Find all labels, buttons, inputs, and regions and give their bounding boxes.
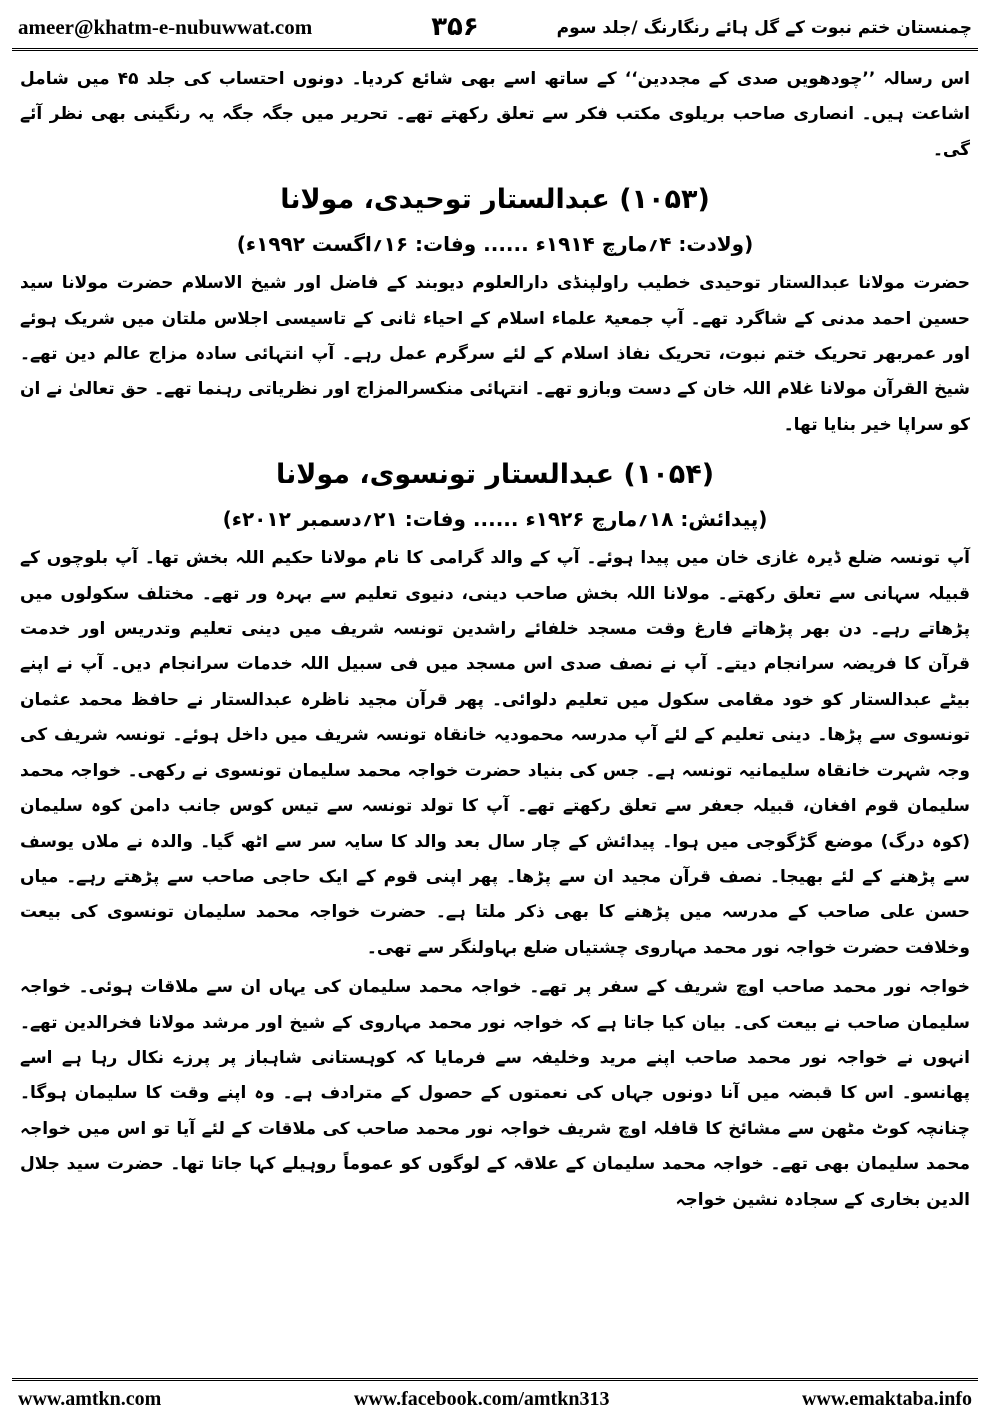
footer-link-amtkn[interactable]: www.amtkn.com	[18, 1387, 162, 1410]
entry-1053-heading: (۱۰۵۳) عبدالستار توحیدی، مولانا	[280, 184, 710, 216]
footer-rule	[12, 1378, 978, 1381]
footer-link-emaktaba[interactable]: www.emaktaba.info	[801, 1387, 972, 1410]
footer-link-facebook[interactable]: www.facebook.com/amtkn313	[353, 1387, 610, 1410]
entry-1054-dates: (پیدائش: ۱۸؍مارچ ۱۹۲۶ء ...... وفات: ۲۱؍دسمبر ۲۰۱۲ء)	[222, 507, 768, 532]
header-email: ameer@khatm-e-nubuwwat.com	[18, 14, 313, 39]
entry-1053-paragraph: حضرت مولانا عبدالستار توحیدی خطیب راولپنڈی دارالعلوم دیوبند کے فاضل اور شیخ الاسلام حضرت مولانا سید حسین احمد مدنی کے شاگرد تھے۔ آپ جمعیۃ علماء اسلام کے احیاء ثانی کے تاسیسی اجلاس ملتان میں شریک ہوئے اور عمربھر تحریک ختم نبوت، تحریک نفاذ اسلام کے لئے سرگرم عمل رہے۔ آپ انتہائی سادہ مزاج عالم دین تھے۔ شیخ القرآن مولانا غلام اللہ خان کے دست وبازو تھے۔ انتہائی منکسرالمزاج اور نظریاتی رہنما تھے۔ حق تعالیٰ نے ان کو سراپا خیر بنایا تھا۔	[20, 273, 970, 435]
entry-1054-paragraph-2: خواجہ نور محمد صاحب اوچ شریف کے سفر پر تھے۔ خواجہ محمد سلیمان کی یہاں ان سے ملاقات ہوئی۔ خواجہ سلیمان صاحب نے بیعت کی۔ بیان کیا جاتا ہے کہ خواجہ نور محمد مہاروی کے شیخ اور مرشد مولانا فخرالدین تھے۔ انہوں نے خواجہ نور محمد صاحب اپنے مرید وخلیفہ سے فرمایا کہ کوہستانی شاہباز پر پرزے نکال رہا ہے اسے پھانسو۔ اس کا قبضہ میں آنا دونوں جہاں کی نعمتوں کے حصول کے مترادف ہے۔ وہ اپنے وقت کا سلیمان ہوگا۔ چنانچہ کوٹ مٹھن سے مشائخ کا قافلہ اوچ شریف خواجہ نور محمد صاحب کی ملاقات کے لئے آیا تو اس میں خواجہ محمد سلیمان بھی تھے۔ خواجہ محمد سلیمان کے علاقہ کے لوگوں کو عموماً روہیلے کہا جاتا تھا۔ حضرت سید جلال الدین بخاری کے سجادہ نشین خواجہ	[20, 977, 970, 1210]
entry-1054-heading: (۱۰۵۴) عبدالستار تونسوی، مولانا	[275, 459, 715, 491]
book-title: چمنستان ختم نبوت کے گل ہائے رنگارنگ /جلد سوم	[556, 17, 972, 38]
page-footer	[18, 1384, 972, 1414]
entry-1054-paragraph-1: آپ تونسہ ضلع ڈیرہ غازی خان میں پیدا ہوئے۔ آپ کے والد گرامی کا نام مولانا حکیم اللہ بخش تھا۔ آپ بلوچوں کے قبیلہ سہانی سے تعلق رکھتے۔ مولانا اللہ بخش صاحب دینی، دنیوی تعلیم سے بہرہ ور تھے۔ مختلف سکولوں میں پڑھاتے رہے۔ دن بھر پڑھاتے فارغ وقت مسجد خلفائے راشدین تونسہ شریف میں دینی تعلیم وتدریس اور خدمت قرآن کا فریضہ سرانجام دیتے۔ آپ نے نصف صدی اس مسجد میں فی سبیل اللہ خدمات سرانجام دیں۔ آپ نے اپنے بیٹے عبدالستار کو خود مقامی سکول میں تعلیم دلوائی۔ پھر قرآن مجید ناظرہ عبدالستار نے حافظ محمد عثمان تونسوی سے پڑھا۔ دینی تعلیم کے لئے آپ مدرسہ محمودیہ خانقاہ تونسہ شریف میں داخل ہوئے۔ تونسہ شریف کی وجہ شہرت خانقاہ سلیمانیہ تونسہ ہے۔ جس کی بنیاد حضرت خواجہ محمد سلیمان تونسوی نے رکھی۔ خواجہ محمد سلیمان قوم افغان، قبیلہ جعفر سے تعلق رکھتے تھے۔ آپ کا تولد تونسہ سے تیس کوس جانب دامن کوہ سلیمان (کوہ درگ) موضع گڑگوجی میں ہوا۔ پیدائش کے چار سال بعد والد کا سایہ سر سے اٹھ گیا۔ والدہ نے ملاں یوسف سے پڑھنے کے لئے بھیجا۔ نصف قرآن مجید ان سے پڑھا۔ پھر اپنی قوم کے ایک حاجی صاحب سے پڑھتے رہے۔ میاں حسن علی صاحب کے مدرسہ میں پڑھنے کا بھی ذکر ملتا ہے۔ حضرت خواجہ محمد سلیمان تونسوی کی بیعت وخلافت حضرت خواجہ نور محمد مہاروی چشتیاں ضلع بہاولنگر سے تھی۔	[20, 548, 970, 958]
intro-paragraph: اس رسالہ ’’چودھویں صدی کے مجددین‘‘ کے ساتھ اسے بھی شائع کردیا۔ دونوں احتساب کی جلد ۴۵ میں شامل اشاعت ہیں۔ انصاری صاحب بریلوی مکتب فکر سے تعلق رکھتے تھے۔ تحریر میں جگہ جگہ یہ رنگینی بھی نظر آئے گی۔	[20, 69, 970, 160]
page-header	[18, 8, 972, 46]
page-number: ۳۵۶	[431, 12, 479, 42]
page-body	[20, 62, 970, 1368]
entry-1053-dates: (ولادت: ۴؍مارچ ۱۹۱۴ء ...... وفات: ۱۶؍اگست ۱۹۹۲ء)	[236, 232, 754, 257]
header-rule	[12, 48, 978, 51]
